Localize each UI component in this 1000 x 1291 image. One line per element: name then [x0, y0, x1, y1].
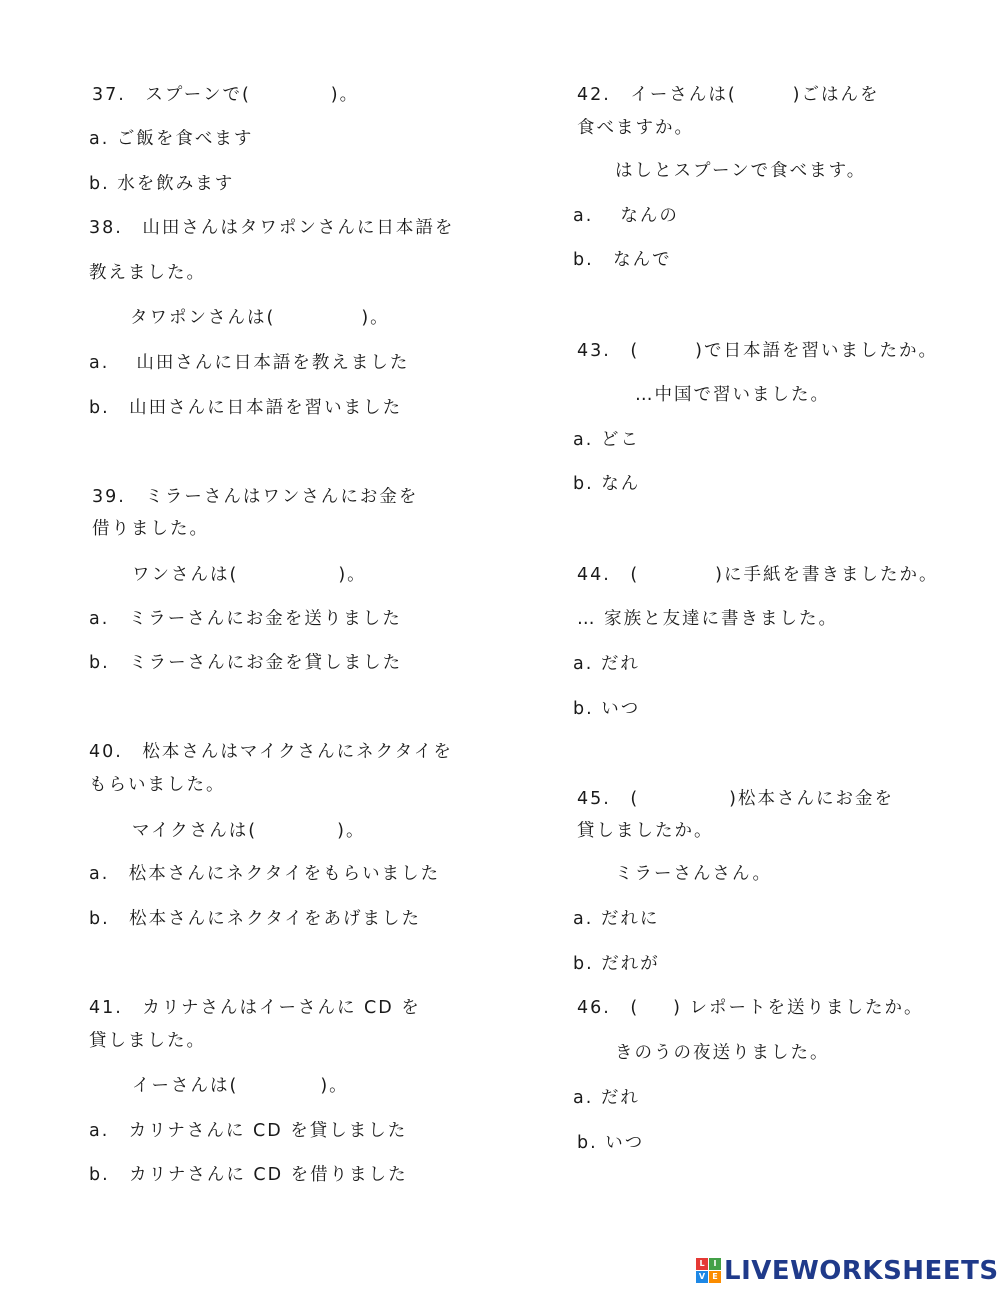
q43-option-a: a. どこ — [573, 430, 640, 450]
q45-question-cont: 貸しましたか。 — [577, 821, 714, 841]
logo-mark-e: E — [709, 1271, 721, 1283]
q44-option-a: a. だれ — [573, 654, 640, 674]
q43-option-b: b. なん — [573, 474, 641, 494]
q46-question: 46. ( ) レポートを送りましたか。 — [577, 998, 924, 1018]
logo-mark-v: V — [696, 1271, 708, 1283]
q41-option-b: b. カリナさんに CD を借りました — [89, 1165, 408, 1185]
q41-question: 41. カリナさんはイーさんに CD を — [89, 998, 421, 1018]
q38-question: 38. 山田さんはタワポンさんに日本語を — [89, 218, 455, 238]
q39-option-a: a. ミラーさんにお金を送りました — [89, 609, 402, 629]
liveworksheets-logo — [696, 1256, 999, 1286]
logo-mark-i: I — [709, 1258, 721, 1270]
q37-option-b: b. 水を飲みます — [89, 174, 235, 194]
q40-question: 40. 松本さんはマイクさんにネクタイを — [89, 742, 453, 762]
q40-answer-blank[interactable] — [257, 820, 337, 838]
q44-answer-blank[interactable] — [639, 564, 715, 582]
q37-question: 37. スプーンで( )。 — [92, 85, 360, 105]
q39-option-b: b. ミラーさんにお金を貸しました — [89, 653, 403, 673]
q42-answer: はしとスプーンで食べます。 — [615, 161, 867, 181]
q37-option-a: a. ご飯を食べます — [89, 129, 254, 149]
q40-stem: マイクさんは( )。 — [132, 821, 366, 841]
q40-question-cont: もらいました。 — [89, 775, 226, 795]
logo-mark-l: L — [696, 1258, 708, 1270]
q45-answer: ミラーさんさん。 — [615, 864, 773, 884]
q44-question: 44. ( )に手紙を書きましたか。 — [577, 565, 939, 585]
q46-option-b: b. いつ — [577, 1133, 645, 1153]
q42-answer-blank[interactable] — [737, 84, 793, 102]
q43-answer: …中国で習いました。 — [635, 385, 830, 405]
q40-option-a: a. 松本さんにネクタイをもらいました — [89, 864, 441, 884]
q39-question-cont: 借りました。 — [92, 519, 209, 539]
q42-option-a: a. なんの — [573, 206, 679, 226]
q39-answer-blank[interactable] — [238, 564, 338, 582]
q44-answer: … 家族と友達に書きました。 — [577, 609, 839, 629]
q44-option-b: b. いつ — [573, 699, 641, 719]
q45-option-a: a. だれに — [573, 909, 660, 929]
q41-stem: イーさんは( )。 — [132, 1076, 349, 1096]
q40-option-b: b. 松本さんにネクタイをあげました — [89, 909, 421, 929]
q42-question: 42. イーさんは( )ごはんを — [577, 85, 880, 105]
q41-answer-blank[interactable] — [238, 1075, 320, 1093]
liveworksheets-logo-mark — [696, 1258, 722, 1284]
q39-question: 39. ミラーさんはワンさんにお金を — [92, 487, 419, 507]
q42-question-cont: 食べますか。 — [577, 118, 694, 138]
q46-answer: きのうの夜送りました。 — [615, 1043, 830, 1063]
q42-option-b: b. なんで — [573, 250, 672, 270]
q38-stem: タワポンさんは( )。 — [130, 308, 390, 328]
q38-option-a: a. 山田さんに日本語を教えました — [89, 353, 410, 373]
q46-answer-blank[interactable] — [639, 997, 673, 1015]
q41-question-cont: 貸しました。 — [89, 1031, 206, 1051]
q45-answer-blank[interactable] — [639, 788, 729, 806]
q38-question-cont: 教えました。 — [89, 263, 206, 283]
q46-option-a: a. だれ — [573, 1088, 640, 1108]
q43-answer-blank[interactable] — [639, 340, 695, 358]
q45-option-b: b. だれが — [573, 954, 660, 974]
q39-stem: ワンさんは( )。 — [132, 565, 367, 585]
q45-question: 45. ( )松本さんにお金を — [577, 789, 894, 809]
q38-answer-blank[interactable] — [275, 307, 361, 325]
q37-answer-blank[interactable] — [251, 84, 331, 102]
q41-option-a: a. カリナさんに CD を貸しました — [89, 1121, 408, 1141]
q43-question: 43. ( )で日本語を習いましたか。 — [577, 341, 938, 361]
q38-option-b: b. 山田さんに日本語を習いました — [89, 398, 403, 418]
liveworksheets-logo-text: LIVEWORKSHEETS — [724, 1256, 999, 1286]
